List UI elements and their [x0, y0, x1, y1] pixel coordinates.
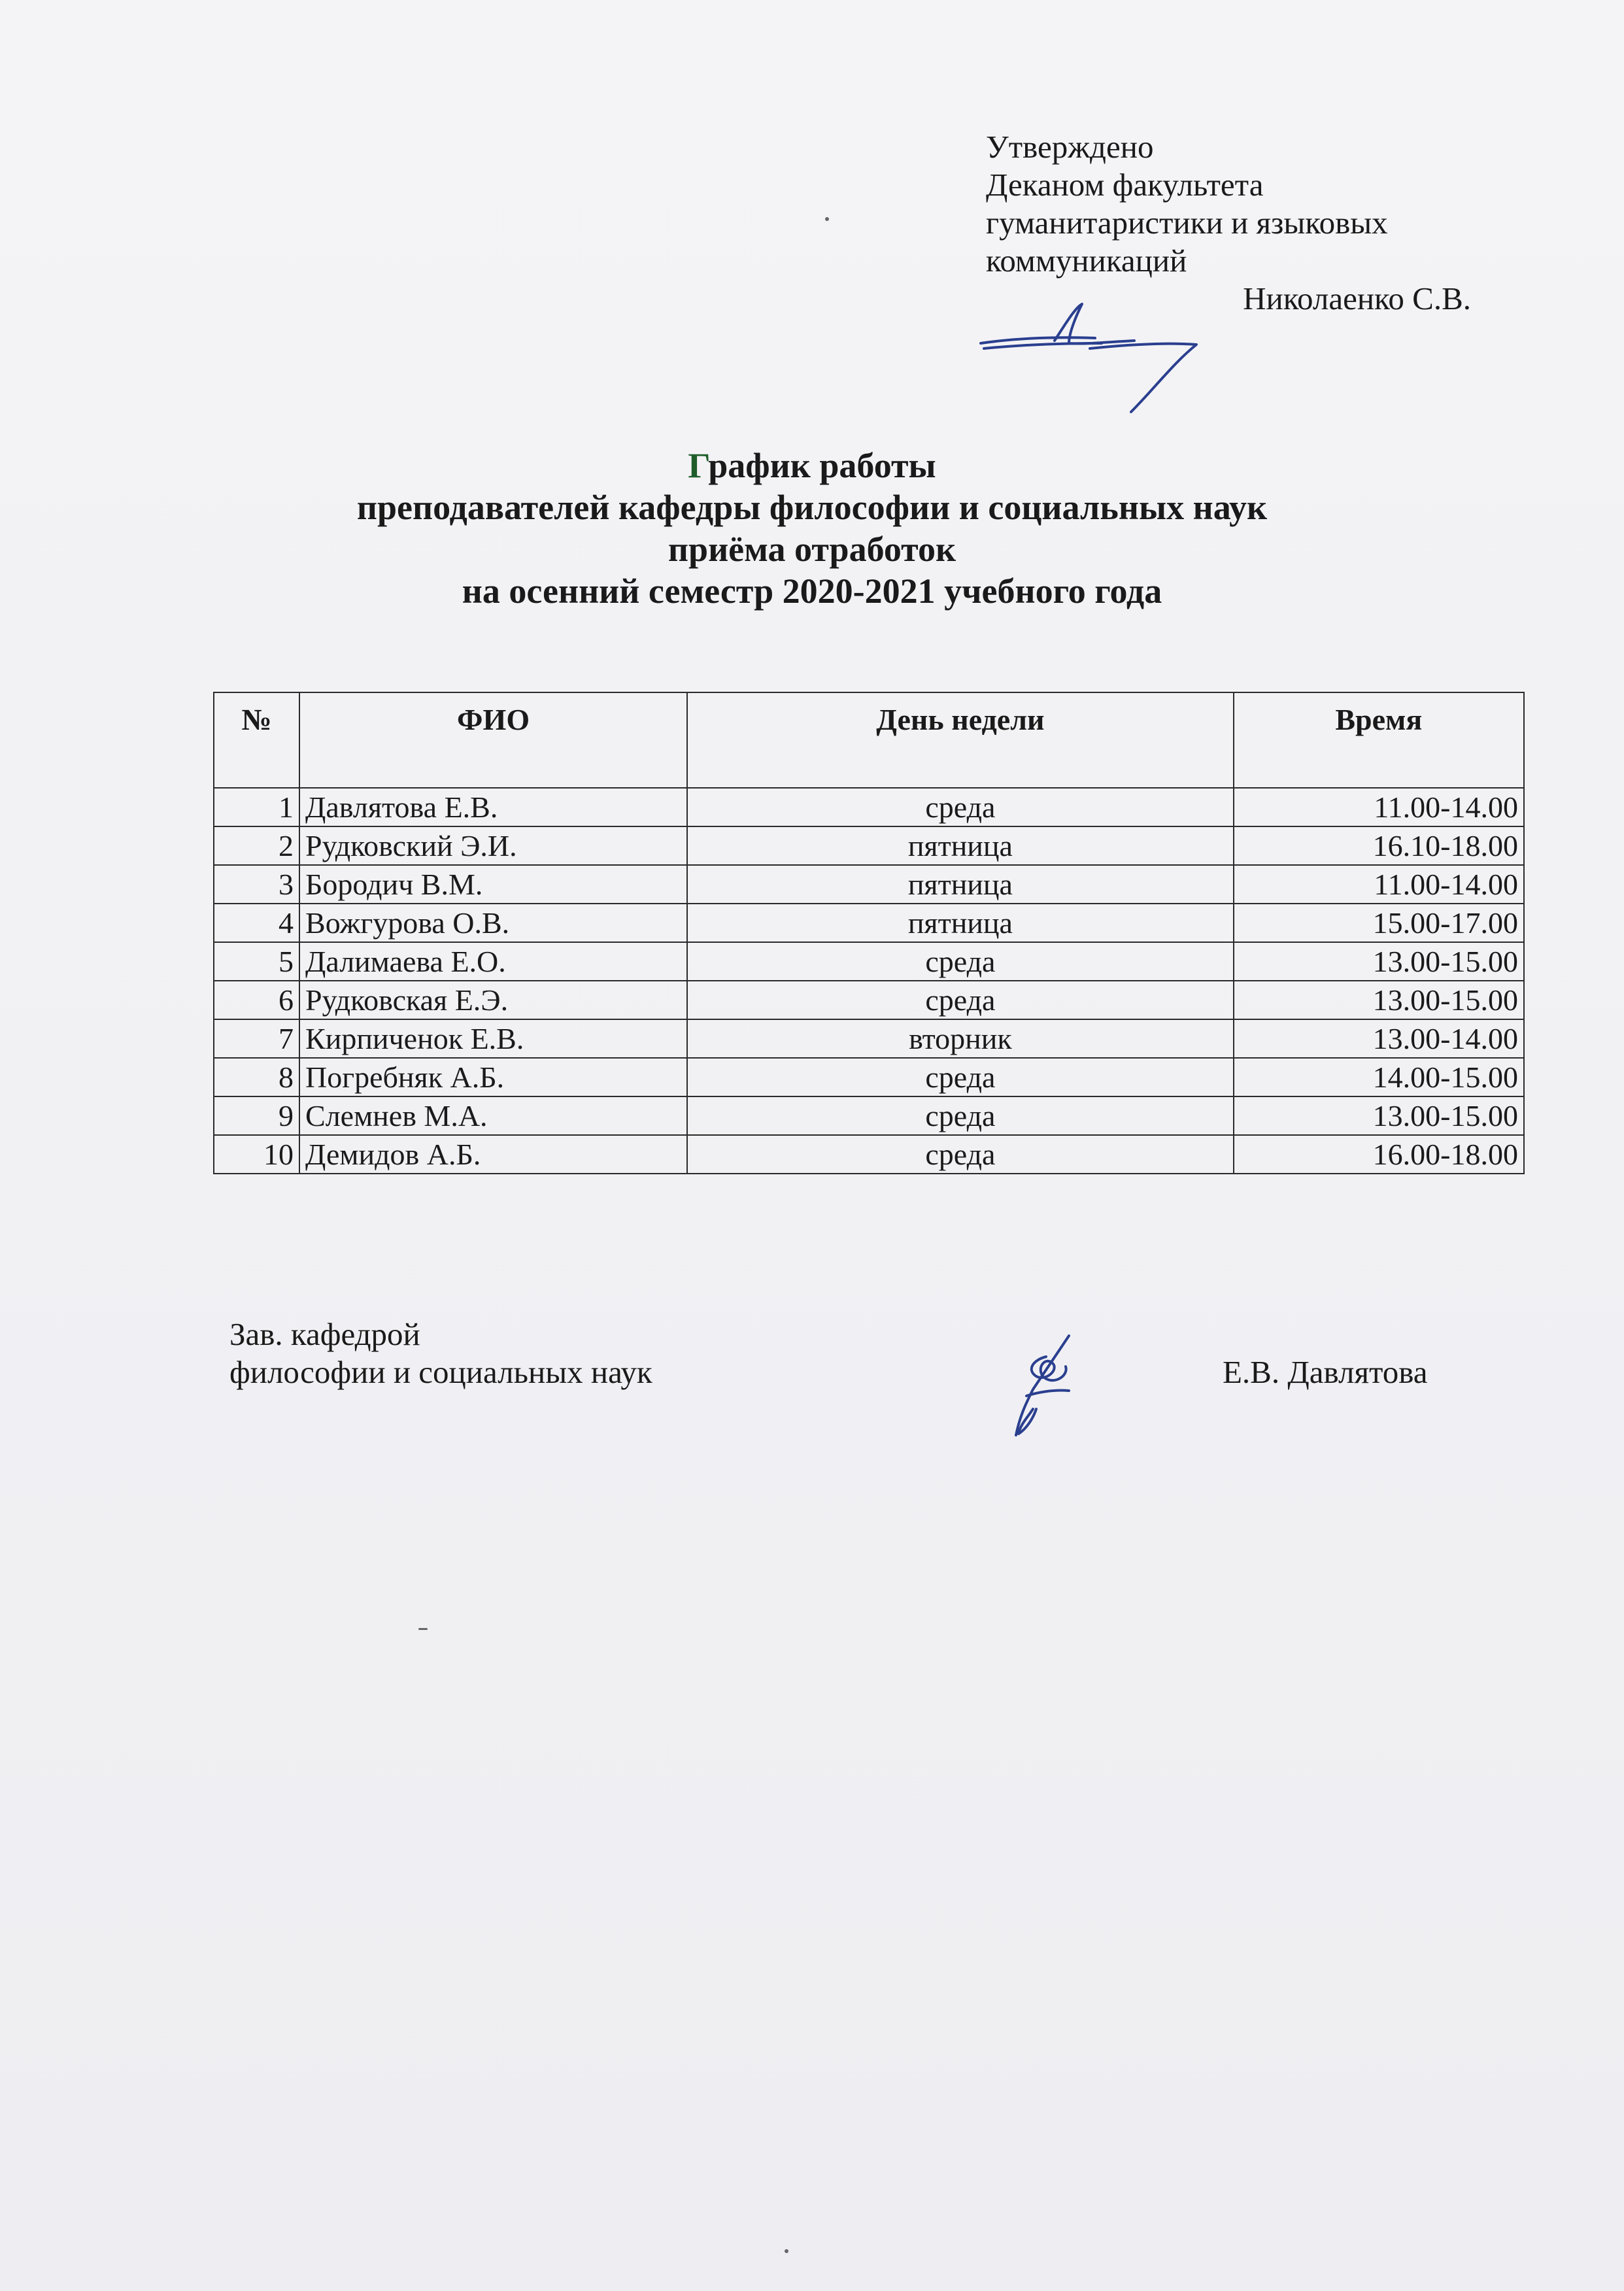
cell-fio: Бородич В.М.: [299, 865, 687, 904]
cell-time: 14.00-15.00: [1234, 1058, 1524, 1096]
head-signature: [1007, 1331, 1098, 1442]
cell-fio: Рудковский Э.И.: [299, 826, 687, 865]
cell-number: 3: [214, 865, 299, 904]
cell-number: 6: [214, 981, 299, 1019]
approval-line-4: коммуникаций: [986, 243, 1187, 279]
table-row: [214, 865, 1524, 904]
scan-speck: [418, 1628, 428, 1630]
dean-signature: [977, 297, 1213, 415]
cell-weekday: среда: [687, 788, 1234, 826]
table-row: [214, 1096, 1524, 1135]
cell-number: 4: [214, 904, 299, 942]
document-title: [0, 445, 1624, 612]
cell-weekday: пятница: [687, 904, 1234, 942]
header-fio: ФИО: [299, 692, 687, 788]
cell-time: 13.00-15.00: [1234, 1096, 1524, 1135]
header-weekday: День недели: [687, 692, 1234, 788]
scan-speck: [785, 2249, 788, 2253]
cell-weekday: среда: [687, 1096, 1234, 1135]
cell-weekday: пятница: [687, 865, 1234, 904]
title-line-3: приёма отработок: [668, 530, 956, 569]
cell-time: 15.00-17.00: [1234, 904, 1524, 942]
cell-fio: Погребняк А.Б.: [299, 1058, 687, 1096]
table-row: [214, 904, 1524, 942]
header-time: Время: [1234, 692, 1524, 788]
scan-speck: [825, 217, 829, 221]
cell-number: 1: [214, 788, 299, 826]
cell-number: 10: [214, 1135, 299, 1174]
title-line-2: преподавателей кафедры философии и социальных наук: [356, 488, 1268, 527]
cell-weekday: среда: [687, 942, 1234, 981]
title-line-1-rest: рафик работы: [708, 446, 936, 485]
title-line-4: на осенний семестр 2020-2021 учебного года: [462, 571, 1162, 611]
head-name: Е.В. Давлятова: [1223, 1354, 1428, 1390]
cell-weekday: среда: [687, 981, 1234, 1019]
cell-fio: Демидов А.Б.: [299, 1135, 687, 1174]
cell-fio: Кирпиченок Е.В.: [299, 1019, 687, 1058]
cell-weekday: среда: [687, 1058, 1234, 1096]
cell-number: 9: [214, 1096, 299, 1135]
cell-time: 16.10-18.00: [1234, 826, 1524, 865]
cell-number: 5: [214, 942, 299, 981]
cell-time: 11.00-14.00: [1234, 788, 1524, 826]
table-row: [214, 1019, 1524, 1058]
cell-fio: Слемнев М.А.: [299, 1096, 687, 1135]
title-line-1: [0, 445, 1624, 486]
table-row: [214, 981, 1524, 1019]
table-row: [214, 1135, 1524, 1174]
cell-number: 2: [214, 826, 299, 865]
approval-line-1: Утверждено: [986, 129, 1154, 165]
cell-number: 8: [214, 1058, 299, 1096]
cell-time: 13.00-14.00: [1234, 1019, 1524, 1058]
cell-fio: Вожгурова О.В.: [299, 904, 687, 942]
cell-weekday: пятница: [687, 826, 1234, 865]
schedule-table: [213, 692, 1525, 1174]
cell-time: 11.00-14.00: [1234, 865, 1524, 904]
table-row: [214, 942, 1524, 981]
table-row: [214, 1058, 1524, 1096]
table-row: [214, 788, 1524, 826]
cell-number: 7: [214, 1019, 299, 1058]
cell-fio: Далимаева Е.О.: [299, 942, 687, 981]
cell-weekday: вторник: [687, 1019, 1234, 1058]
table-row: [214, 826, 1524, 865]
approver-name: Николаенко С.В.: [1243, 280, 1471, 316]
approval-line-2: Деканом факультета: [986, 167, 1264, 203]
cell-time: 13.00-15.00: [1234, 981, 1524, 1019]
approval-block: [986, 128, 1509, 318]
footer-position-line-2: философии и социальных наук: [229, 1354, 652, 1390]
footer-position-line-1: Зав. кафедрой: [229, 1316, 420, 1352]
cell-time: 13.00-15.00: [1234, 942, 1524, 981]
cell-fio: Рудковская Е.Э.: [299, 981, 687, 1019]
approval-line-3: гуманитаристики и языковых: [986, 205, 1388, 241]
header-number: №: [214, 692, 299, 788]
cell-time: 16.00-18.00: [1234, 1135, 1524, 1174]
cell-fio: Давлятова Е.В.: [299, 788, 687, 826]
title-first-letter: Г: [688, 446, 709, 485]
table-header-row: [214, 692, 1524, 788]
cell-weekday: среда: [687, 1135, 1234, 1174]
